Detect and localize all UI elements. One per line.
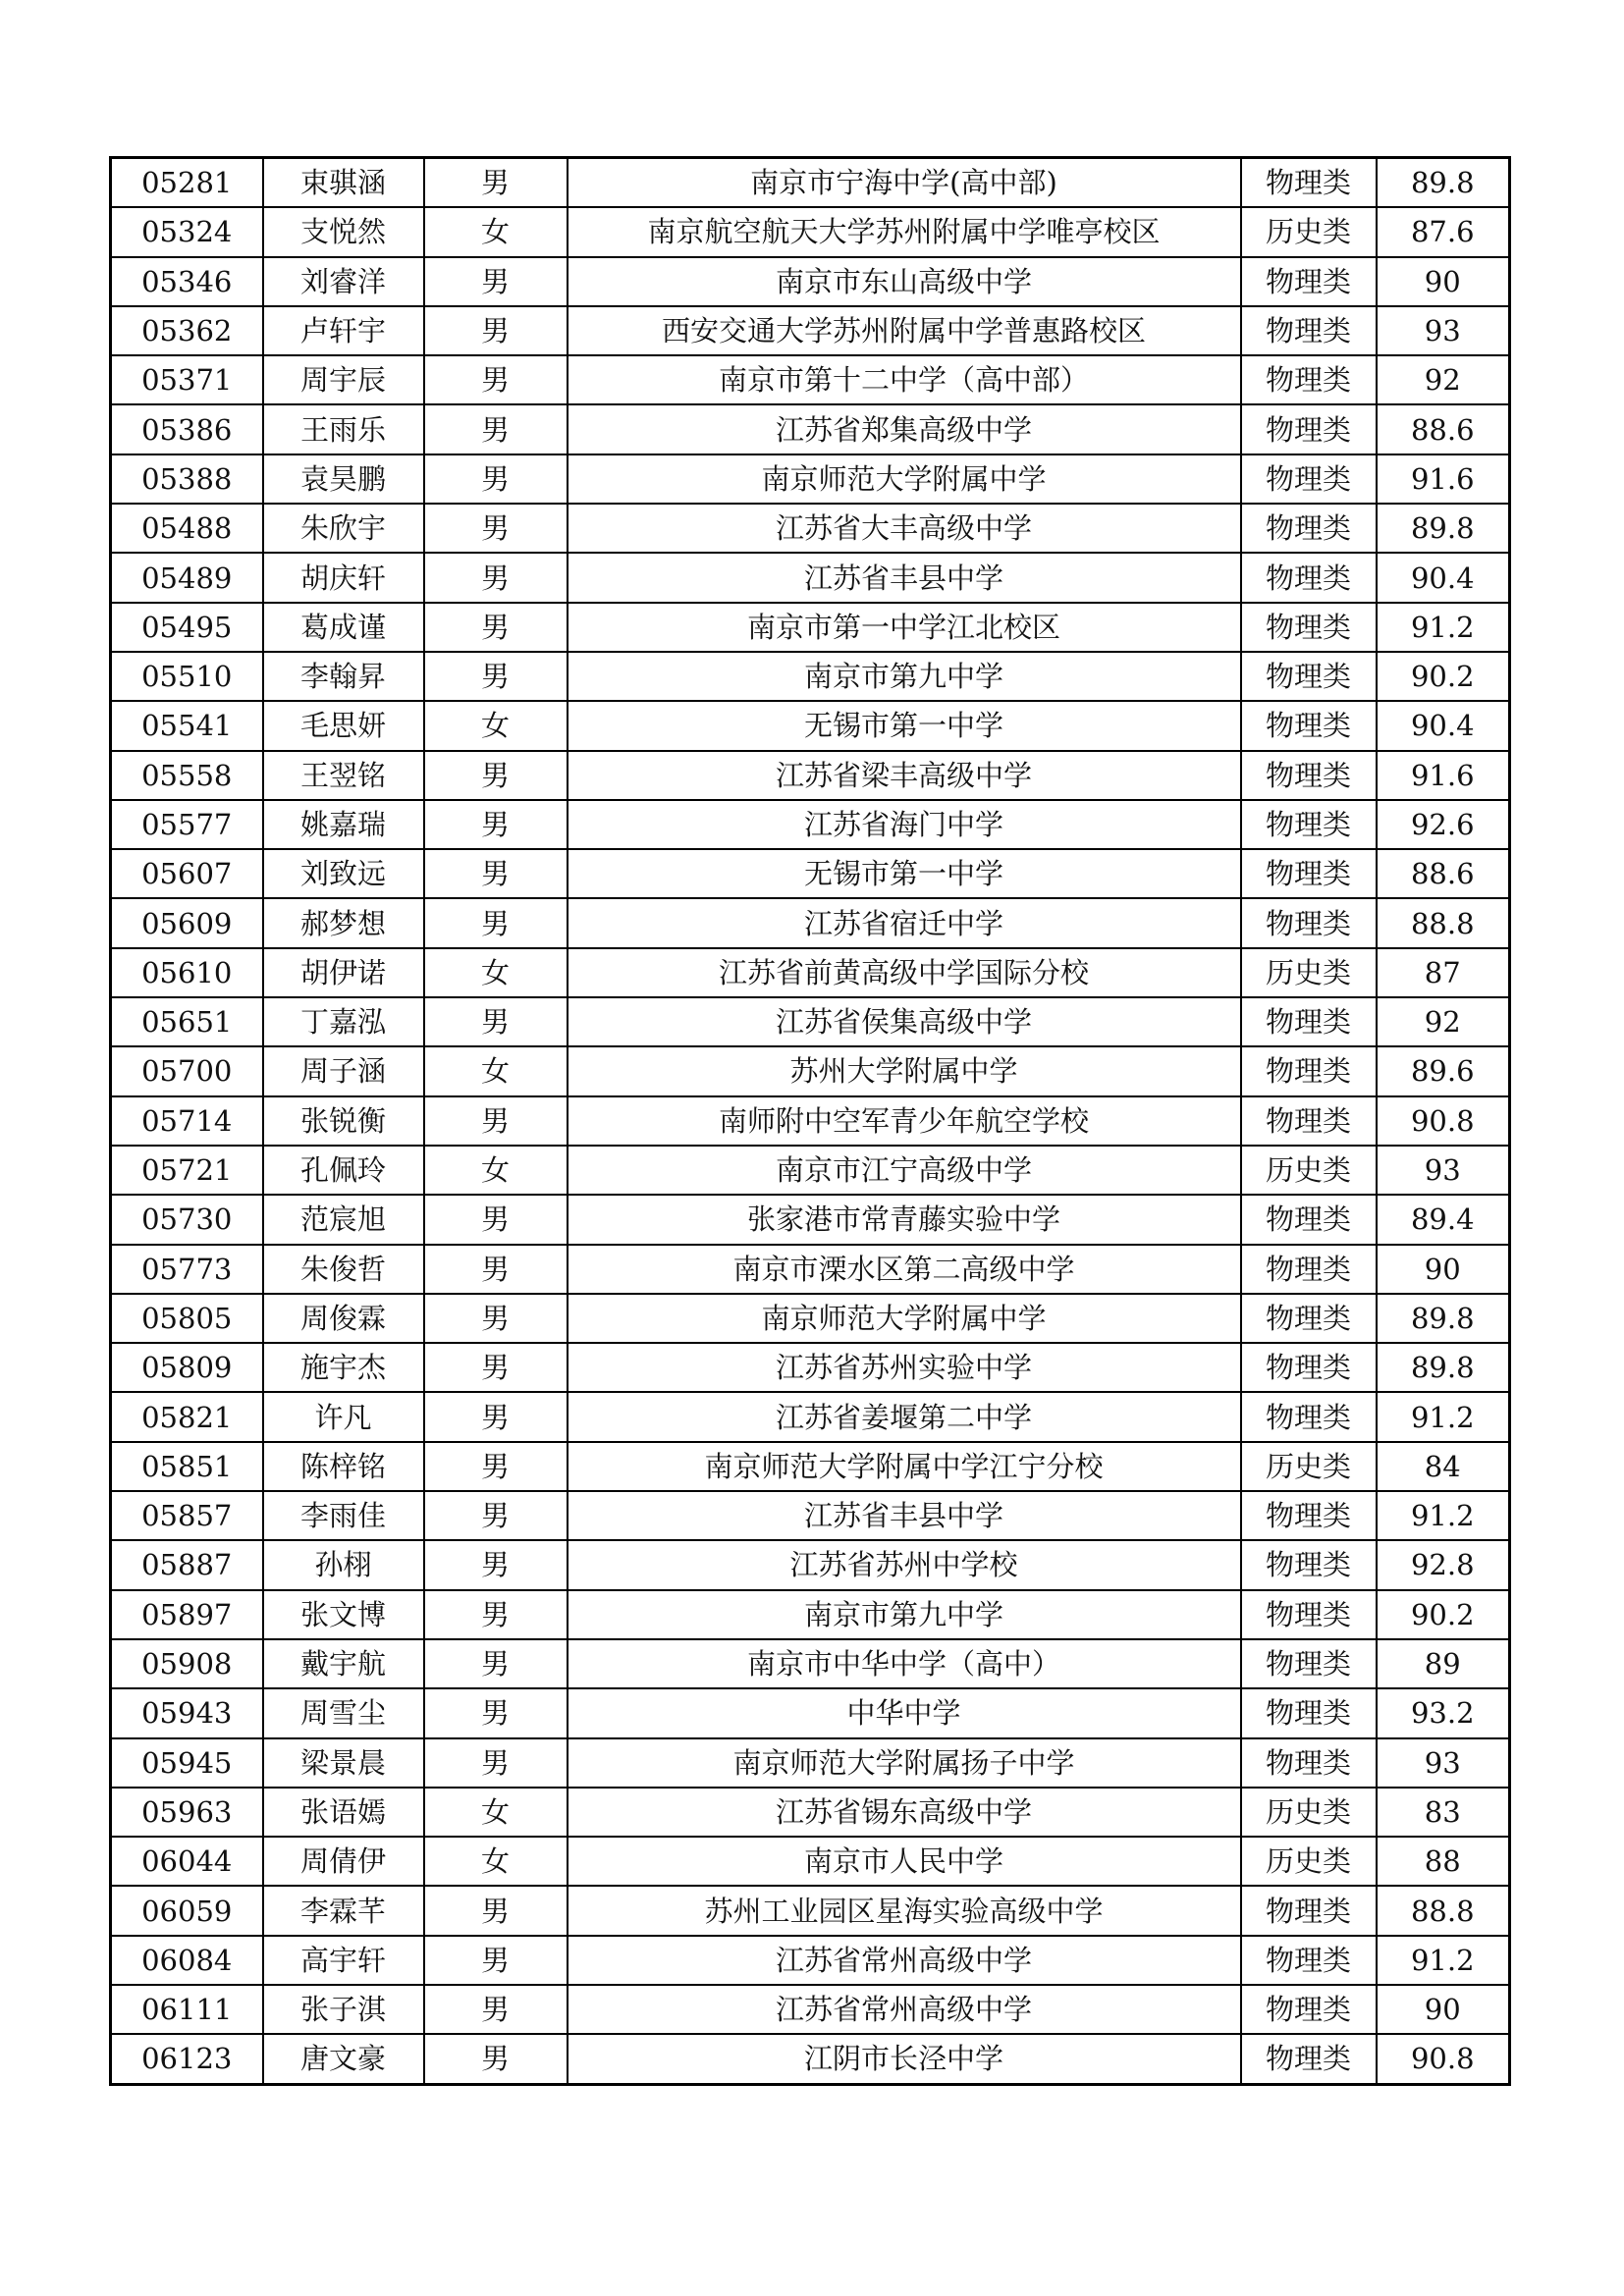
- school-cell: 南京市第九中学: [568, 1590, 1241, 1639]
- table-row: [111, 404, 1510, 454]
- score-cell: 90.4: [1377, 553, 1510, 602]
- table-row: [111, 1540, 1510, 1589]
- candidate-id-cell: 05607: [111, 849, 263, 898]
- school-cell: 南师附中空军青少年航空学校: [568, 1096, 1241, 1146]
- candidate-id-cell: 06084: [111, 1936, 263, 1985]
- table-row: [111, 1294, 1510, 1343]
- score-cell: 88.8: [1377, 898, 1510, 947]
- table-row: [111, 1096, 1510, 1146]
- candidate-id-cell: 05495: [111, 603, 263, 652]
- gender-cell: 男: [424, 1096, 568, 1146]
- table-row: [111, 158, 1510, 208]
- table-row: [111, 948, 1510, 997]
- score-cell: 88.6: [1377, 404, 1510, 454]
- subject-category-cell: 物理类: [1241, 1096, 1377, 1146]
- score-cell: 91.2: [1377, 1392, 1510, 1441]
- table-row: [111, 849, 1510, 898]
- school-cell: 中华中学: [568, 1688, 1241, 1737]
- candidate-name-cell: 王翌铭: [263, 751, 424, 800]
- table-row: [111, 1837, 1510, 1886]
- candidate-name-cell: 范宸旭: [263, 1195, 424, 1244]
- table-row: [111, 504, 1510, 553]
- table-row: [111, 751, 1510, 800]
- gender-cell: 男: [424, 2034, 568, 2084]
- score-cell: 89.8: [1377, 1343, 1510, 1392]
- school-cell: 西安交通大学苏州附属中学普惠路校区: [568, 306, 1241, 355]
- school-cell: 江苏省苏州实验中学: [568, 1343, 1241, 1392]
- subject-category-cell: 历史类: [1241, 1788, 1377, 1837]
- gender-cell: 男: [424, 800, 568, 849]
- school-cell: 江苏省郑集高级中学: [568, 404, 1241, 454]
- table-row: [111, 1245, 1510, 1294]
- school-cell: 江苏省常州高级中学: [568, 1936, 1241, 1985]
- candidate-id-cell: 05730: [111, 1195, 263, 1244]
- table-row: [111, 1590, 1510, 1639]
- candidate-name-cell: 高宇轩: [263, 1936, 424, 1985]
- gender-cell: 男: [424, 1442, 568, 1491]
- table-row: [111, 1886, 1510, 1935]
- school-cell: 江苏省常州高级中学: [568, 1985, 1241, 2034]
- subject-category-cell: 历史类: [1241, 1146, 1377, 1195]
- candidate-id-cell: 05324: [111, 207, 263, 256]
- subject-category-cell: 物理类: [1241, 898, 1377, 947]
- roster-table: [109, 156, 1511, 2086]
- candidate-id-cell: 06044: [111, 1837, 263, 1886]
- candidate-id-cell: 05700: [111, 1046, 263, 1095]
- school-cell: 南京市第一中学江北校区: [568, 603, 1241, 652]
- candidate-name-cell: 周俊霖: [263, 1294, 424, 1343]
- score-cell: 89.6: [1377, 1046, 1510, 1095]
- table-row: [111, 306, 1510, 355]
- school-cell: 南京市中华中学（高中）: [568, 1639, 1241, 1688]
- candidate-name-cell: 胡庆轩: [263, 553, 424, 602]
- candidate-name-cell: 李翰昇: [263, 652, 424, 701]
- candidate-id-cell: 06123: [111, 2034, 263, 2084]
- score-cell: 91.6: [1377, 751, 1510, 800]
- candidate-id-cell: 05610: [111, 948, 263, 997]
- gender-cell: 女: [424, 1837, 568, 1886]
- table-row: [111, 1046, 1510, 1095]
- subject-category-cell: 物理类: [1241, 1540, 1377, 1589]
- gender-cell: 男: [424, 1343, 568, 1392]
- subject-category-cell: 物理类: [1241, 1046, 1377, 1095]
- school-cell: 南京市江宁高级中学: [568, 1146, 1241, 1195]
- subject-category-cell: 物理类: [1241, 158, 1377, 208]
- candidate-id-cell: 05943: [111, 1688, 263, 1737]
- subject-category-cell: 物理类: [1241, 1639, 1377, 1688]
- table-row: [111, 1985, 1510, 2034]
- table-row: [111, 1491, 1510, 1540]
- candidate-id-cell: 05897: [111, 1590, 263, 1639]
- school-cell: 江苏省锡东高级中学: [568, 1788, 1241, 1837]
- candidate-id-cell: 05857: [111, 1491, 263, 1540]
- gender-cell: 男: [424, 504, 568, 553]
- gender-cell: 男: [424, 898, 568, 947]
- gender-cell: 男: [424, 997, 568, 1046]
- score-cell: 88: [1377, 1837, 1510, 1886]
- table-row: [111, 1343, 1510, 1392]
- table-row: [111, 454, 1510, 504]
- gender-cell: 男: [424, 849, 568, 898]
- subject-category-cell: 物理类: [1241, 1245, 1377, 1294]
- school-cell: 江苏省姜堰第二中学: [568, 1392, 1241, 1441]
- candidate-id-cell: 05510: [111, 652, 263, 701]
- candidate-name-cell: 唐文豪: [263, 2034, 424, 2084]
- table-row: [111, 1442, 1510, 1491]
- candidate-id-cell: 05651: [111, 997, 263, 1046]
- score-cell: 89.4: [1377, 1195, 1510, 1244]
- subject-category-cell: 物理类: [1241, 306, 1377, 355]
- school-cell: 南京市第十二中学（高中部）: [568, 355, 1241, 404]
- school-cell: 江苏省侯集高级中学: [568, 997, 1241, 1046]
- candidate-name-cell: 刘致远: [263, 849, 424, 898]
- gender-cell: 男: [424, 1886, 568, 1935]
- score-cell: 90.2: [1377, 652, 1510, 701]
- score-cell: 89.8: [1377, 1294, 1510, 1343]
- candidate-id-cell: 05721: [111, 1146, 263, 1195]
- score-cell: 91.6: [1377, 454, 1510, 504]
- candidate-name-cell: 周倩伊: [263, 1837, 424, 1886]
- school-cell: 南京师范大学附属中学江宁分校: [568, 1442, 1241, 1491]
- score-cell: 91.2: [1377, 603, 1510, 652]
- candidate-id-cell: 05963: [111, 1788, 263, 1837]
- gender-cell: 男: [424, 553, 568, 602]
- table-row: [111, 800, 1510, 849]
- subject-category-cell: 历史类: [1241, 1837, 1377, 1886]
- candidate-id-cell: 05281: [111, 158, 263, 208]
- gender-cell: 男: [424, 751, 568, 800]
- score-cell: 90: [1377, 1245, 1510, 1294]
- candidate-name-cell: 朱欣宇: [263, 504, 424, 553]
- subject-category-cell: 物理类: [1241, 1936, 1377, 1985]
- candidate-name-cell: 李霖芊: [263, 1886, 424, 1935]
- score-cell: 93: [1377, 1738, 1510, 1788]
- score-cell: 84: [1377, 1442, 1510, 1491]
- gender-cell: 男: [424, 603, 568, 652]
- candidate-name-cell: 施宇杰: [263, 1343, 424, 1392]
- gender-cell: 男: [424, 1639, 568, 1688]
- subject-category-cell: 物理类: [1241, 1491, 1377, 1540]
- score-cell: 88.8: [1377, 1886, 1510, 1935]
- table-row: [111, 898, 1510, 947]
- subject-category-cell: 物理类: [1241, 997, 1377, 1046]
- score-cell: 91.2: [1377, 1491, 1510, 1540]
- candidate-name-cell: 周宇辰: [263, 355, 424, 404]
- school-cell: 南京师范大学附属扬子中学: [568, 1738, 1241, 1788]
- table-row: [111, 1146, 1510, 1195]
- table-row: [111, 1738, 1510, 1788]
- subject-category-cell: 物理类: [1241, 652, 1377, 701]
- table-row: [111, 207, 1510, 256]
- school-cell: 江苏省梁丰高级中学: [568, 751, 1241, 800]
- score-cell: 90.8: [1377, 2034, 1510, 2084]
- candidate-name-cell: 许凡: [263, 1392, 424, 1441]
- school-cell: 张家港市常青藤实验中学: [568, 1195, 1241, 1244]
- gender-cell: 女: [424, 948, 568, 997]
- school-cell: 江苏省丰县中学: [568, 553, 1241, 602]
- table-row: [111, 2034, 1510, 2084]
- subject-category-cell: 物理类: [1241, 1738, 1377, 1788]
- candidate-name-cell: 袁昊鹏: [263, 454, 424, 504]
- candidate-id-cell: 06059: [111, 1886, 263, 1935]
- gender-cell: 男: [424, 306, 568, 355]
- school-cell: 苏州大学附属中学: [568, 1046, 1241, 1095]
- candidate-id-cell: 05609: [111, 898, 263, 947]
- candidate-name-cell: 姚嘉瑞: [263, 800, 424, 849]
- score-cell: 93: [1377, 1146, 1510, 1195]
- candidate-name-cell: 周雪尘: [263, 1688, 424, 1737]
- score-cell: 90.2: [1377, 1590, 1510, 1639]
- candidate-name-cell: 卢轩宇: [263, 306, 424, 355]
- candidate-name-cell: 朱俊哲: [263, 1245, 424, 1294]
- gender-cell: 男: [424, 1491, 568, 1540]
- candidate-name-cell: 毛思妍: [263, 701, 424, 750]
- score-cell: 87: [1377, 948, 1510, 997]
- candidate-id-cell: 05821: [111, 1392, 263, 1441]
- score-cell: 90.4: [1377, 701, 1510, 750]
- gender-cell: 男: [424, 1936, 568, 1985]
- candidate-id-cell: 05773: [111, 1245, 263, 1294]
- school-cell: 南京市溧水区第二高级中学: [568, 1245, 1241, 1294]
- gender-cell: 男: [424, 1540, 568, 1589]
- score-cell: 92: [1377, 355, 1510, 404]
- gender-cell: 女: [424, 701, 568, 750]
- school-cell: 无锡市第一中学: [568, 849, 1241, 898]
- gender-cell: 男: [424, 1738, 568, 1788]
- school-cell: 南京市东山高级中学: [568, 257, 1241, 306]
- subject-category-cell: 物理类: [1241, 355, 1377, 404]
- subject-category-cell: 历史类: [1241, 1442, 1377, 1491]
- school-cell: 南京市宁海中学(高中部): [568, 158, 1241, 208]
- subject-category-cell: 物理类: [1241, 1688, 1377, 1737]
- score-cell: 90.8: [1377, 1096, 1510, 1146]
- subject-category-cell: 历史类: [1241, 207, 1377, 256]
- score-cell: 92.8: [1377, 1540, 1510, 1589]
- subject-category-cell: 物理类: [1241, 504, 1377, 553]
- subject-category-cell: 物理类: [1241, 751, 1377, 800]
- score-cell: 83: [1377, 1788, 1510, 1837]
- candidate-id-cell: 05371: [111, 355, 263, 404]
- subject-category-cell: 物理类: [1241, 849, 1377, 898]
- gender-cell: 男: [424, 1688, 568, 1737]
- candidate-id-cell: 05805: [111, 1294, 263, 1343]
- gender-cell: 男: [424, 257, 568, 306]
- gender-cell: 男: [424, 1294, 568, 1343]
- subject-category-cell: 物理类: [1241, 404, 1377, 454]
- candidate-id-cell: 05908: [111, 1639, 263, 1688]
- gender-cell: 男: [424, 158, 568, 208]
- school-cell: 南京航空航天大学苏州附属中学唯亭校区: [568, 207, 1241, 256]
- candidate-id-cell: 05386: [111, 404, 263, 454]
- gender-cell: 女: [424, 1046, 568, 1095]
- table-row: [111, 997, 1510, 1046]
- candidate-name-cell: 周子涵: [263, 1046, 424, 1095]
- gender-cell: 男: [424, 1590, 568, 1639]
- candidate-name-cell: 丁嘉泓: [263, 997, 424, 1046]
- roster-table-body: [111, 158, 1510, 2085]
- table-row: [111, 1639, 1510, 1688]
- gender-cell: 男: [424, 454, 568, 504]
- table-row: [111, 1936, 1510, 1985]
- score-cell: 87.6: [1377, 207, 1510, 256]
- candidate-name-cell: 张子淇: [263, 1985, 424, 2034]
- candidate-id-cell: 05887: [111, 1540, 263, 1589]
- school-cell: 江苏省海门中学: [568, 800, 1241, 849]
- table-row: [111, 1788, 1510, 1837]
- school-cell: 苏州工业园区星海实验高级中学: [568, 1886, 1241, 1935]
- subject-category-cell: 物理类: [1241, 454, 1377, 504]
- candidate-id-cell: 05488: [111, 504, 263, 553]
- candidate-name-cell: 王雨乐: [263, 404, 424, 454]
- table-row: [111, 355, 1510, 404]
- candidate-id-cell: 05714: [111, 1096, 263, 1146]
- candidate-id-cell: 05362: [111, 306, 263, 355]
- candidate-id-cell: 05851: [111, 1442, 263, 1491]
- school-cell: 南京市第九中学: [568, 652, 1241, 701]
- table-row: [111, 701, 1510, 750]
- subject-category-cell: 物理类: [1241, 701, 1377, 750]
- school-cell: 江苏省丰县中学: [568, 1491, 1241, 1540]
- table-row: [111, 257, 1510, 306]
- candidate-id-cell: 05489: [111, 553, 263, 602]
- candidate-id-cell: 05388: [111, 454, 263, 504]
- table-row: [111, 652, 1510, 701]
- table-row: [111, 1195, 1510, 1244]
- candidate-id-cell: 05346: [111, 257, 263, 306]
- subject-category-cell: 物理类: [1241, 1294, 1377, 1343]
- table-row: [111, 553, 1510, 602]
- candidate-name-cell: 支悦然: [263, 207, 424, 256]
- candidate-name-cell: 孔佩玲: [263, 1146, 424, 1195]
- school-cell: 江苏省前黄高级中学国际分校: [568, 948, 1241, 997]
- score-cell: 93.2: [1377, 1688, 1510, 1737]
- gender-cell: 男: [424, 1245, 568, 1294]
- subject-category-cell: 物理类: [1241, 2034, 1377, 2084]
- subject-category-cell: 物理类: [1241, 257, 1377, 306]
- candidate-name-cell: 胡伊诺: [263, 948, 424, 997]
- gender-cell: 女: [424, 1146, 568, 1195]
- gender-cell: 男: [424, 404, 568, 454]
- table-row: [111, 1392, 1510, 1441]
- gender-cell: 男: [424, 1985, 568, 2034]
- candidate-name-cell: 戴宇航: [263, 1639, 424, 1688]
- subject-category-cell: 物理类: [1241, 553, 1377, 602]
- school-cell: 江阴市长泾中学: [568, 2034, 1241, 2084]
- school-cell: 南京师范大学附属中学: [568, 454, 1241, 504]
- score-cell: 88.6: [1377, 849, 1510, 898]
- candidate-name-cell: 张文博: [263, 1590, 424, 1639]
- score-cell: 92: [1377, 997, 1510, 1046]
- score-cell: 93: [1377, 306, 1510, 355]
- school-cell: 江苏省苏州中学校: [568, 1540, 1241, 1589]
- subject-category-cell: 物理类: [1241, 1195, 1377, 1244]
- score-cell: 90: [1377, 257, 1510, 306]
- table-row: [111, 1688, 1510, 1737]
- candidate-name-cell: 梁景晨: [263, 1738, 424, 1788]
- school-cell: 无锡市第一中学: [568, 701, 1241, 750]
- score-cell: 89: [1377, 1639, 1510, 1688]
- gender-cell: 男: [424, 355, 568, 404]
- subject-category-cell: 物理类: [1241, 1886, 1377, 1935]
- candidate-id-cell: 05945: [111, 1738, 263, 1788]
- score-cell: 90: [1377, 1985, 1510, 2034]
- score-cell: 92.6: [1377, 800, 1510, 849]
- subject-category-cell: 物理类: [1241, 603, 1377, 652]
- subject-category-cell: 物理类: [1241, 1343, 1377, 1392]
- gender-cell: 女: [424, 1788, 568, 1837]
- score-cell: 91.2: [1377, 1936, 1510, 1985]
- candidate-name-cell: 刘睿洋: [263, 257, 424, 306]
- subject-category-cell: 物理类: [1241, 800, 1377, 849]
- candidate-id-cell: 05577: [111, 800, 263, 849]
- school-cell: 南京市人民中学: [568, 1837, 1241, 1886]
- subject-category-cell: 物理类: [1241, 1985, 1377, 2034]
- subject-category-cell: 物理类: [1241, 1392, 1377, 1441]
- candidate-name-cell: 孙栩: [263, 1540, 424, 1589]
- candidate-name-cell: 束骐涵: [263, 158, 424, 208]
- candidate-name-cell: 葛成谨: [263, 603, 424, 652]
- school-cell: 江苏省宿迁中学: [568, 898, 1241, 947]
- candidate-name-cell: 陈梓铭: [263, 1442, 424, 1491]
- candidate-name-cell: 郝梦想: [263, 898, 424, 947]
- candidate-id-cell: 06111: [111, 1985, 263, 2034]
- candidate-id-cell: 05558: [111, 751, 263, 800]
- score-cell: 89.8: [1377, 504, 1510, 553]
- gender-cell: 女: [424, 207, 568, 256]
- candidate-name-cell: 李雨佳: [263, 1491, 424, 1540]
- gender-cell: 男: [424, 1392, 568, 1441]
- subject-category-cell: 物理类: [1241, 1590, 1377, 1639]
- table-row: [111, 603, 1510, 652]
- gender-cell: 男: [424, 1195, 568, 1244]
- gender-cell: 男: [424, 652, 568, 701]
- candidate-id-cell: 05541: [111, 701, 263, 750]
- score-cell: 89.8: [1377, 158, 1510, 208]
- candidate-name-cell: 张语嫣: [263, 1788, 424, 1837]
- school-cell: 江苏省大丰高级中学: [568, 504, 1241, 553]
- candidate-id-cell: 05809: [111, 1343, 263, 1392]
- school-cell: 南京师范大学附属中学: [568, 1294, 1241, 1343]
- subject-category-cell: 历史类: [1241, 948, 1377, 997]
- candidate-name-cell: 张锐衡: [263, 1096, 424, 1146]
